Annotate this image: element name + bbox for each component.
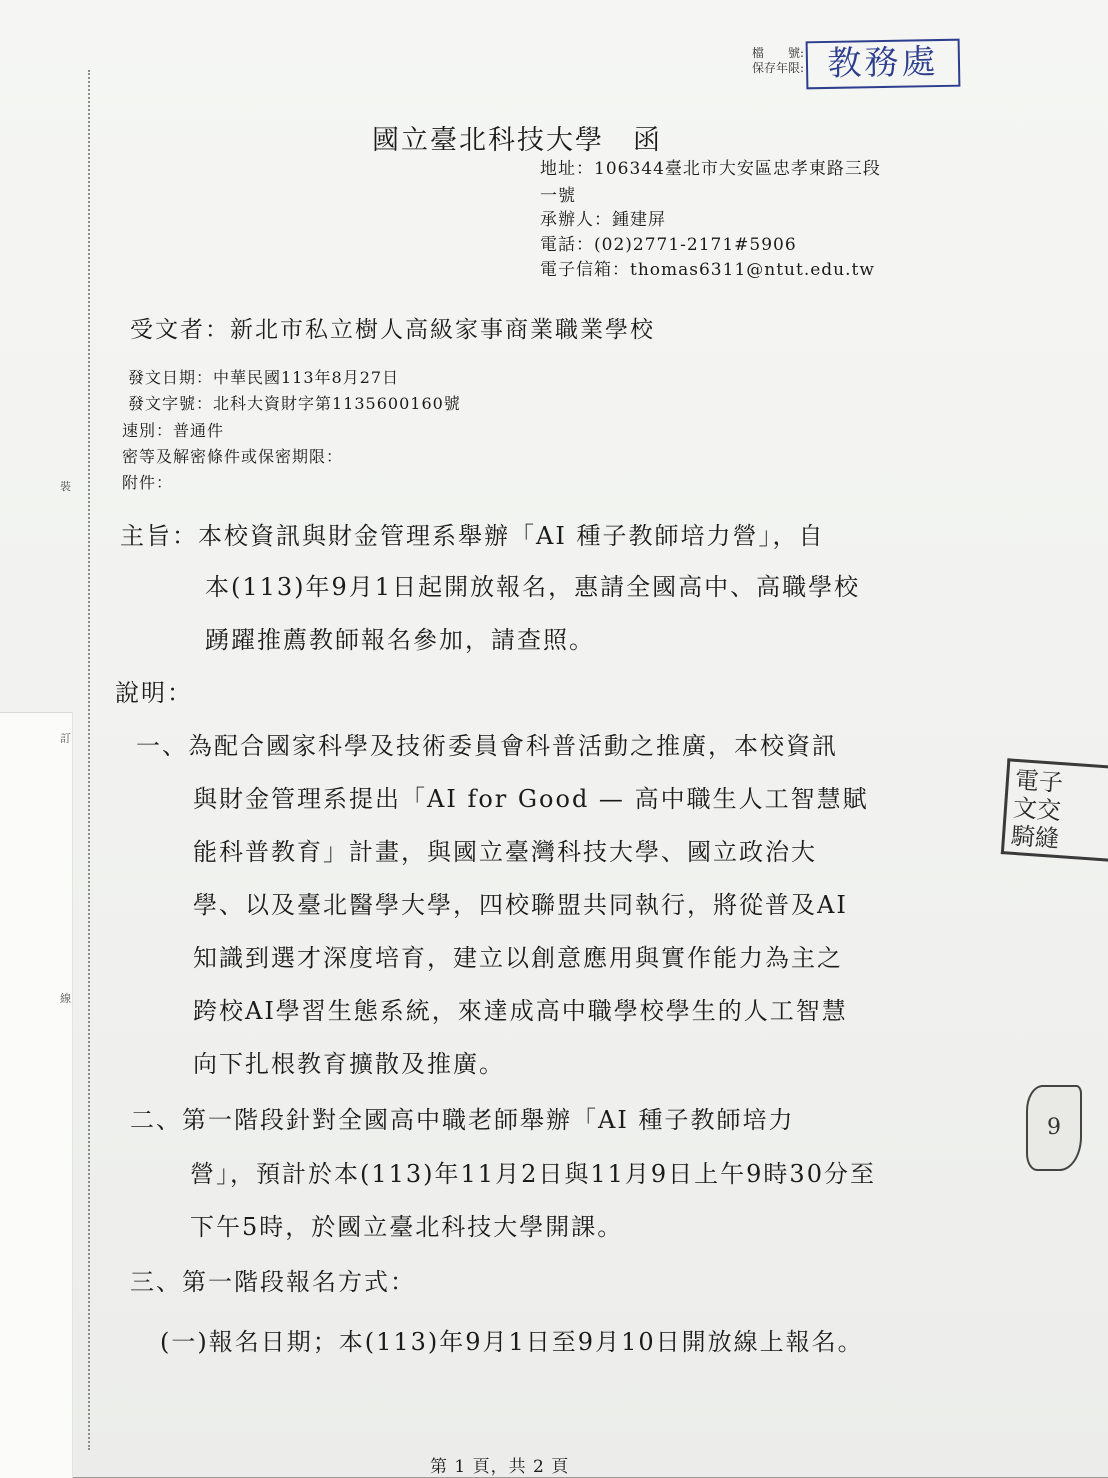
item1-line: 與財金管理系提出「AI for Good — 高中職生人工智慧賦 xyxy=(193,785,869,813)
document-title: 國立臺北科技大學 函 xyxy=(372,125,662,156)
subject-line-1: 主旨：本校資訊與財金管理系舉辦「AI 種子教師培力營」，自 xyxy=(120,522,825,550)
recipient: 受文者：新北市私立樹人高級家事商業職業學校 xyxy=(130,317,655,343)
address-line-1: 地址：106344臺北市大安區忠孝東路三段 xyxy=(540,159,881,179)
subject-line-3: 踴躍推薦教師報名參加，請查照。 xyxy=(205,626,595,654)
item1-line: 跨校AI學習生態系統，來達成高中職學校學生的人工智慧 xyxy=(193,997,848,1025)
seam-stamp-line: 電子 xyxy=(1014,765,1064,798)
item2-line: 下午5時，於國立臺北科技大學開課。 xyxy=(190,1213,624,1241)
page-seal: 9 xyxy=(1026,1085,1082,1171)
seam-stamp xyxy=(1001,758,1108,861)
binding-char-xian: 線 xyxy=(60,992,71,1005)
item2-line: 二、第一階段針對全國高中職老師舉辦「AI 種子教師培力 xyxy=(130,1106,795,1134)
file-number-label: 檔 號: xyxy=(751,46,804,60)
seam-stamp-line: 文交 xyxy=(1012,793,1062,826)
binding-char-zhuang: 裝 xyxy=(60,480,71,493)
email: 電子信箱：thomas6311@ntut.edu.tw xyxy=(540,260,875,280)
item2-line: 營」，預計於本(113)年11月2日與11月9日上午9時30分至 xyxy=(190,1160,876,1188)
item1-line: 知識到選才深度培育，建立以創意應用與實作能力為主之 xyxy=(193,944,843,972)
document-number: 發文字號：北科大資財字第1135600160號 xyxy=(128,394,461,413)
page-footer: 第 1 頁，共 2 頁 xyxy=(430,1457,570,1477)
binding-char-ding: 訂 xyxy=(60,732,71,745)
item1-line: 一、為配合國家科學及技術委員會科普活動之推廣，本校資訊 xyxy=(136,732,838,760)
attachment: 附件： xyxy=(122,473,174,492)
delivery-speed: 速別：普通件 xyxy=(122,421,225,440)
item1-line: 向下扎根教育擴散及推廣。 xyxy=(193,1050,505,1078)
item1-line: 能科普教育」計畫，與國立臺灣科技大學、國立政治大 xyxy=(193,838,817,866)
seam-stamp-line: 騎縫 xyxy=(1010,821,1060,854)
subject-line-2: 本(113)年9月1日起開放報名，惠請全國高中、高職學校 xyxy=(205,573,861,601)
underlying-page xyxy=(0,712,73,1478)
item3-heading: 三、第一階段報名方式： xyxy=(130,1268,416,1296)
office-stamp: 教務處 xyxy=(806,39,961,90)
explanation-heading: 說明： xyxy=(115,679,193,707)
binding-line xyxy=(88,70,90,1450)
phone: 電話：(02)2771-2171#5906 xyxy=(540,235,797,255)
retention-label: 保存年限: xyxy=(751,61,804,75)
item1-line: 學、以及臺北醫學大學，四校聯盟共同執行，將從普及AI xyxy=(193,891,848,919)
secrecy-level: 密等及解密條件或保密期限： xyxy=(122,447,344,466)
issue-date: 發文日期：中華民國113年8月27日 xyxy=(128,368,400,387)
item3-sub1: (一)報名日期；本(113)年9月1日至9月10日開放線上報名。 xyxy=(160,1328,864,1356)
address-line-2: 一號 xyxy=(540,186,576,206)
handler: 承辦人：鍾建屏 xyxy=(540,210,666,230)
